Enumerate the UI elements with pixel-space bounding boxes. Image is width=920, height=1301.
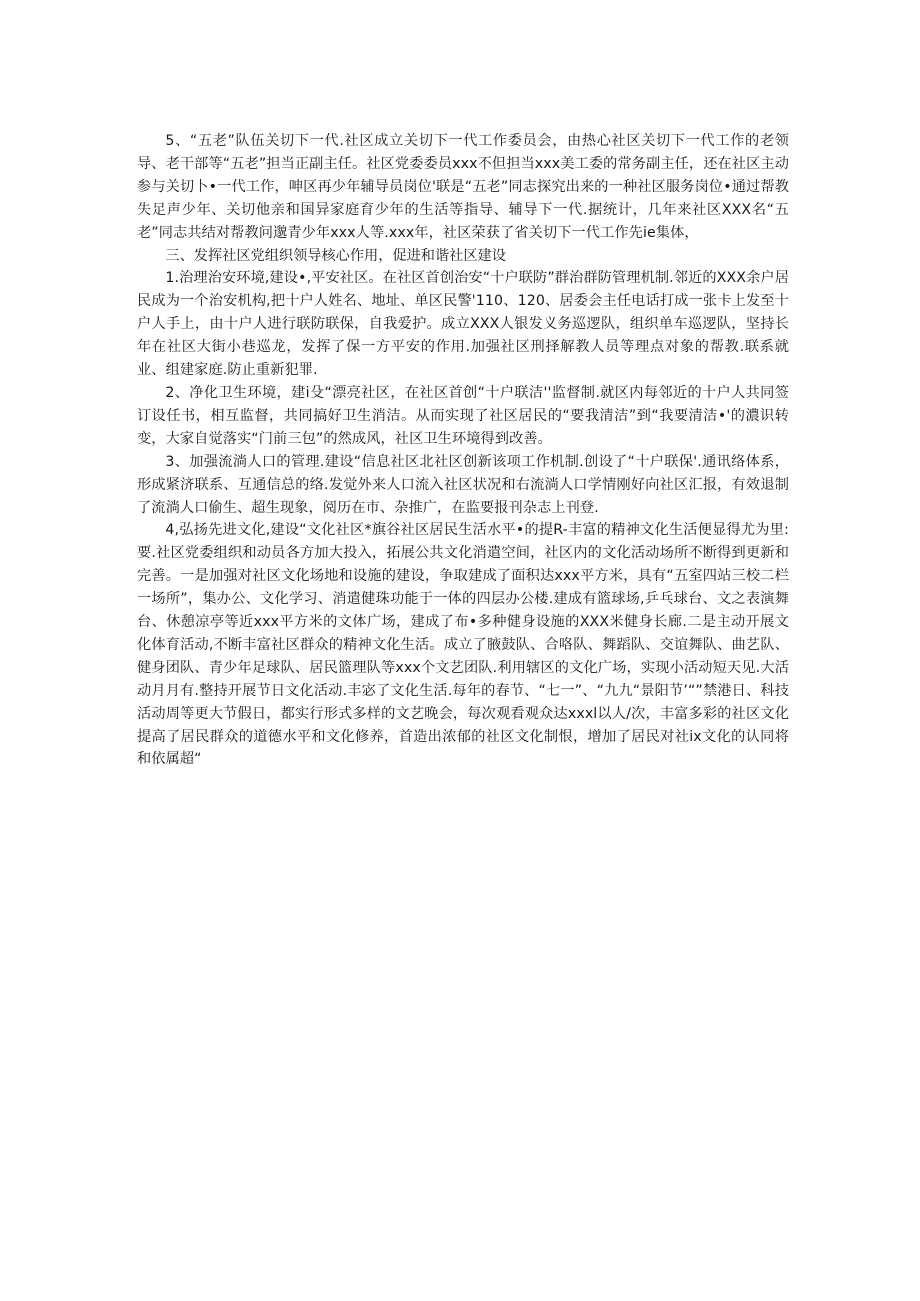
paragraph-item-1: 1.治理治安环境,建设•,平安社区。在社区首创治安“十户联防”群治群防管理机制.邻近的XXX余户居民成为一个治安机构,把十户人姓名、地址、单区民警'110、120、居委会主任电话打成一张卡上发至十户人手上，由十户人进行联防联保，自我爱护。成立XXX人银发义务巡逻队，组织单车巡逻队，坚持长年在社区大街小巷巡龙，发挥了保一方平安的作用.加强社区刑择解教人员等理点对象的帮教.联系就业、组建家庭.防止重新犯罪. <box>137 270 789 379</box>
paragraph-item-5: 5、“五老”队伍关切下一代.社区成立关切下一代工作委员会，由热心社区关切下一代工作的老领导、老干部等“五老”担当正副主任。社区党委委员xxx不但担当xxx美工委的常务副主任，还在社区主动参与关切卜•一代工作，呻区再少年辅导员岗位'联是“五老”同志探究出来的一种社区服务岗位•通过帮教失足声少年、关切他亲和国异家庭育少年的生活等指导、辅导下一代.据统计，几年来社区XXX名“五老”同志共结对帮教问邈青少年xxx人等.xxx年，社区荣获了省关切下一代工作先ie集体， <box>137 133 789 241</box>
section-heading-3: 三、发挥社区党组织领导核心作用，促进和谐社区建设 <box>165 247 506 264</box>
paragraph-item-2: 2、净化卫生环境，建i殳“漂亮社区，在社区首创“十户联洁''监督制.就区内每邻近的十户人共同签订设任书，相互监督，共同搞好卫生消洁。从而实现了社区居民的“要我清洁”到“我要清洁•'的濃识转变，大家自觉落实“门前三包”的然成风，社区卫生环境得到改善。 <box>137 384 789 447</box>
paragraph-item-4: 4,弘扬先进文化,建设“文化社区*旗谷社区居民生活水平•的提R-丰富的精神文化生活便显得尤为里:要.社区党委组织和动员各方加大投入，拓展公共文化消遣空间，社区内的文化活动场所不断得到更新和完善。一是加强对社区文化场地和设施的建设，争取建成了面积达xxx平方米，具有“五室四站三校二栏一场所”，集办公、文化学习、消遣健珠功能于一体的四层办公楼.建成有篮球场,乒乓球台、文之表演舞台、休憩凉亭等近xxx平方米的文体广场，建成了布•多种健身设施的XXX米健身长廊.二是主动开展文化体育活动,不断丰富社区群众的精神文化生活。成立了腋鼓队、合咯队、舞蹈队、交谊舞队、曲艺队、健身团队、青少年足球队、居民篮理队等xxx个文艺团队.利用辖区的文化广场，实现小活动短天见.大活动月月有.整持开展节日文化活动.丰宓了文化生活.每年的春节、“七一”、“九九“景阳节’“”禁港日、科技活动周等更大节假日，都实行形式多样的文艺晚会，每次观看观众达xxxl以人/次，丰富多彩的社区文化提高了居民群众的道德水平和文化修养，首造出浓郁的社区文化制恨，增加了居民对社ix文化的认同将和依属超“ <box>137 522 789 768</box>
document-page <box>137 130 789 771</box>
paragraph-item-3: 3、加强流淌人口的管理.建设“信息社区北社区创新该项工作机制.创设了“十户联保'.通讯络体系，形成紧济联系、互通信总的络.发觉外来人口流入社区状况和右流淌人口学情刚好向社区汇报，有效退制了流淌人口偷生、超生现象，阅历在市、杂推广，在监要报刊杂志上刊登. <box>137 453 789 516</box>
